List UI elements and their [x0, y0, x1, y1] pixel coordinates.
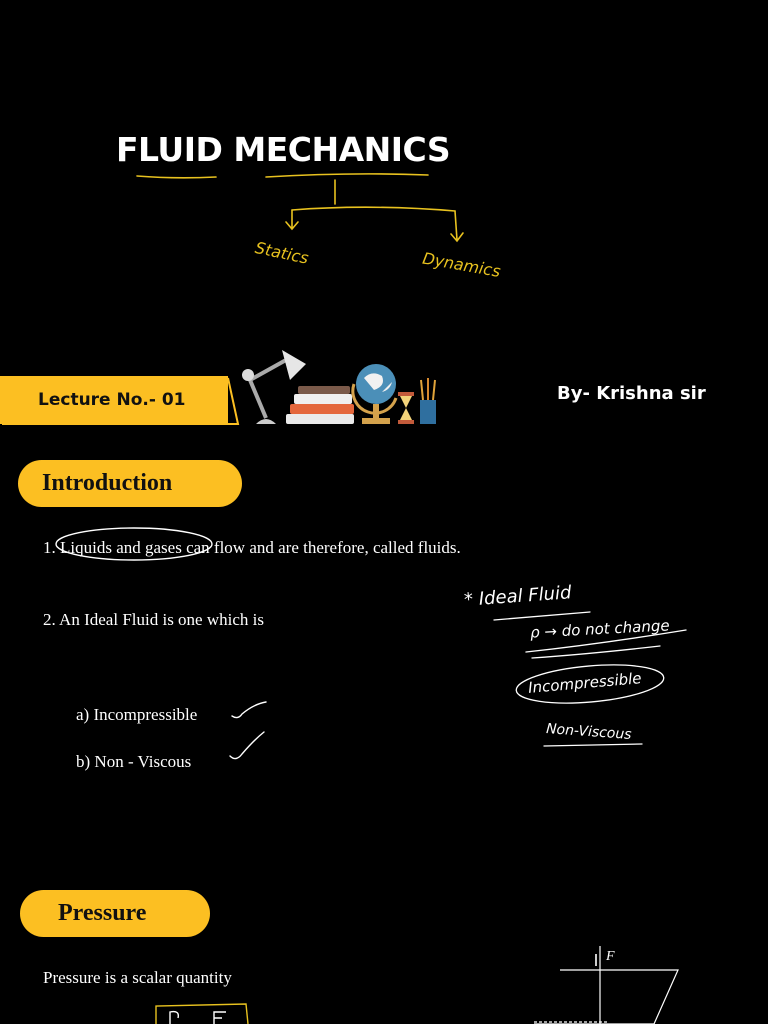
- circle-annotation: [52, 524, 222, 564]
- pressure-diagram: [520, 940, 720, 1024]
- author-name: By- Krishna sir: [557, 383, 706, 404]
- tick-marks: [226, 696, 276, 776]
- option-incompressible: a) Incompressible: [76, 705, 198, 724]
- introduction-heading-text: Introduction: [42, 470, 173, 496]
- hourglass-icon: [398, 392, 414, 424]
- tick-icon-a: [232, 702, 266, 718]
- plane-surface: [534, 970, 678, 1024]
- pressure-heading-text: Pressure: [58, 900, 147, 926]
- globe-icon: [353, 364, 396, 424]
- page-title: FLUID MECHANICS: [116, 130, 451, 169]
- pencil-cup-icon: [420, 378, 436, 424]
- tick-icon-b: [230, 732, 264, 759]
- dynamics-label: Dynamics: [421, 248, 503, 281]
- note-oval: [515, 660, 666, 709]
- intro-point-1: 1. Liquids and gases can flow and are therefore, called fluids.: [43, 538, 461, 557]
- title-underline-left: [137, 176, 216, 178]
- study-illustration: [236, 342, 446, 428]
- intro-point-2: 2. An Ideal Fluid is one which is: [43, 610, 264, 629]
- title-underline-right: [266, 174, 428, 177]
- introduction-heading: [18, 460, 242, 507]
- note-incompressible: Incompressible: [527, 669, 643, 697]
- banner-frame: [0, 370, 250, 430]
- note-underline-1: [494, 612, 590, 620]
- statics-label: Statics: [253, 237, 311, 268]
- books-icon: [286, 386, 354, 424]
- tree-branch: [292, 207, 455, 211]
- notes-marks: [460, 560, 700, 760]
- note-underline-2: [526, 630, 686, 652]
- lecture-label: Lecture No.- 01: [38, 390, 186, 410]
- pressure-heading: [20, 890, 210, 937]
- option-non-viscous: b) Non - Viscous: [76, 752, 192, 771]
- pressure-statement: Pressure is a scalar quantity: [43, 968, 232, 987]
- note-underline-4: [544, 744, 642, 746]
- note-underline-3: [532, 646, 660, 658]
- note-density: ρ → do not change: [529, 616, 671, 642]
- fluid-tree-diagram: [0, 0, 768, 320]
- arrow-right: [451, 211, 463, 241]
- note-non-viscous: Non-Viscous: [545, 721, 633, 743]
- force-label: F: [606, 949, 615, 964]
- formula-fragment: [150, 1000, 260, 1024]
- note-ideal-fluid: * Ideal Fluid: [463, 582, 573, 611]
- arrow-left: [286, 210, 298, 229]
